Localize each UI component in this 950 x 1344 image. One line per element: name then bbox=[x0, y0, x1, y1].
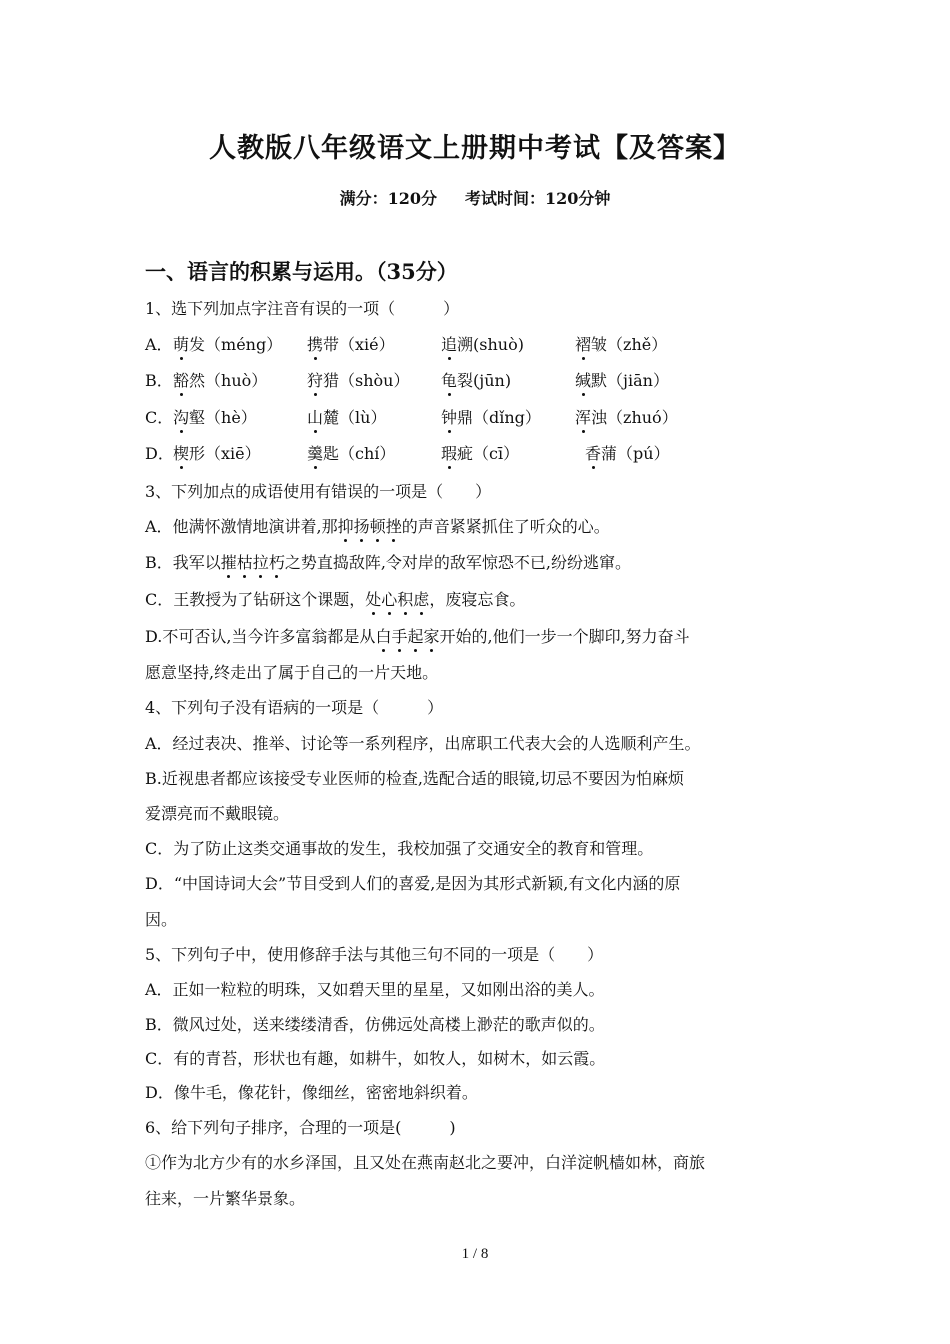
option-text: C．王教授为了钻研这个课题， bbox=[145, 590, 366, 609]
question-3-option-d bbox=[145, 624, 810, 647]
pinyin-option: 沟壑（hè） bbox=[173, 405, 257, 428]
dotted-character: 拉 bbox=[253, 550, 269, 573]
dotted-character: 狩 bbox=[307, 368, 323, 391]
dotted-character: 萌 bbox=[173, 332, 189, 355]
question-5-option-d: D．像牛毛，像花针，像细丝，密密地斜织着。 bbox=[145, 1083, 478, 1102]
pinyin-option: 羹匙（chí） bbox=[307, 441, 395, 464]
dotted-character: 抑 bbox=[338, 514, 354, 537]
question-4-option-b: B.近视患者都应该接受专业医师的检查,选配合适的眼镜,切忌不要因为怕麻烦 bbox=[145, 769, 685, 788]
option-text: 之势直捣敌阵,令对岸的敌军惊恐不已,纷纷逃窜。 bbox=[284, 553, 632, 572]
dotted-character: 携 bbox=[307, 332, 323, 355]
question-4-option-c: C．为了防止这类交通事故的发生，我校加强了交通安全的教育和管理。 bbox=[145, 839, 654, 858]
dotted-character: 起 bbox=[407, 624, 423, 647]
option-letter: D． bbox=[145, 444, 174, 463]
question-4-stem: 4、下列句子没有语病的一项是（ ） bbox=[145, 698, 444, 717]
pinyin-option: 携带（xié） bbox=[307, 332, 395, 355]
question-4-option-b-cont: 爱漂亮而不戴眼镜。 bbox=[145, 804, 290, 823]
pinyin-option: 楔形（xiē） bbox=[173, 441, 261, 464]
dotted-character: 顿 bbox=[370, 514, 386, 537]
option-text: 的声音紧紧抓住了听众的心。 bbox=[401, 517, 610, 536]
dotted-idiom bbox=[221, 553, 285, 572]
question-3-stem: 3、下列加点的成语使用有错误的一项是（ ） bbox=[145, 482, 492, 501]
question-4-option-d: D．“中国诗词大会”节目受到人们的喜爱,是因为其形式新颖,有文化内涵的原 bbox=[145, 874, 681, 893]
dotted-character: 缄 bbox=[575, 368, 591, 391]
pinyin-option: 缄默（jiān） bbox=[575, 368, 669, 391]
pinyin-option: 追溯(shuò) bbox=[441, 332, 524, 355]
option-text: B．我军以 bbox=[145, 553, 221, 572]
dotted-character: 手 bbox=[391, 624, 407, 647]
document-title: 人教版八年级语文上册期中考试【及答案】 bbox=[209, 133, 741, 164]
dotted-character: 豁 bbox=[173, 368, 189, 391]
option-text: A．他满怀激情地演讲着,那 bbox=[145, 517, 338, 536]
question-4-option-d-cont: 因。 bbox=[145, 910, 178, 929]
question-3-option-d-cont: 愿意坚持,终走出了属于自己的一片天地。 bbox=[145, 663, 439, 682]
dotted-character: 虑 bbox=[413, 587, 429, 610]
dotted-character: 家 bbox=[423, 624, 439, 647]
question-3-option-c bbox=[145, 587, 810, 610]
dotted-character: 山 bbox=[307, 405, 323, 428]
dotted-character: 枯 bbox=[237, 550, 253, 573]
dotted-character: 龟 bbox=[441, 368, 457, 391]
dotted-character: 沟 bbox=[173, 405, 189, 428]
pinyin-option: 褶皱（zhě） bbox=[575, 332, 667, 355]
dotted-character: 积 bbox=[397, 587, 413, 610]
dotted-idiom bbox=[365, 590, 429, 609]
dotted-character: 浑 bbox=[575, 405, 591, 428]
question-5-option-b: B．微风过处，送来缕缕清香，仿佛远处高楼上渺茫的歌声似的。 bbox=[145, 1015, 605, 1034]
dotted-character: 扬 bbox=[354, 514, 370, 537]
page-number: 1 / 8 bbox=[461, 1246, 489, 1262]
pinyin-option: 山麓（lù） bbox=[307, 405, 386, 428]
option-letter: A． bbox=[145, 335, 173, 354]
pinyin-option: 浑浊（zhuó） bbox=[575, 405, 678, 428]
dotted-character: 追 bbox=[441, 332, 457, 355]
full-score: 满分：120分 bbox=[339, 189, 437, 208]
question-6-sentence-1-cont: 往来，一片繁华景象。 bbox=[145, 1189, 306, 1208]
section-heading: 一、语言的积累与运用。（35分） bbox=[145, 259, 458, 284]
question-1-stem: 1、选下列加点字注音有误的一项（ ） bbox=[145, 299, 460, 318]
exam-info bbox=[0, 186, 950, 209]
dotted-character: 羹 bbox=[307, 441, 323, 464]
dotted-character: 白 bbox=[375, 624, 391, 647]
question-4-option-a: A．经过表决、推举、讨论等一系列程序，出席职工代表大会的人选顺利产生。 bbox=[145, 734, 701, 753]
dotted-character: 瑕 bbox=[441, 441, 457, 464]
question-3-option-b bbox=[145, 550, 810, 573]
dotted-character: 钟 bbox=[441, 405, 457, 428]
dotted-character: 朽 bbox=[269, 550, 285, 573]
dotted-character: 楔 bbox=[173, 441, 189, 464]
option-text: 开始的,他们一步一个脚印,努力奋斗 bbox=[439, 627, 690, 646]
question-5-option-c: C．有的青苔，形状也有趣，如耕牛，如牧人，如树木，如云霞。 bbox=[145, 1049, 606, 1068]
dotted-character: 摧 bbox=[221, 550, 237, 573]
pinyin-option: 香蒲（pú） bbox=[585, 441, 670, 464]
question-5-stem: 5、下列句子中，使用修辞手法与其他三句不同的一项是（ ） bbox=[145, 945, 604, 964]
dotted-character: 心 bbox=[381, 587, 397, 610]
dotted-character: 褶 bbox=[575, 332, 591, 355]
option-text: D.不可否认,当今许多富翁都是从 bbox=[145, 627, 376, 646]
dotted-idiom bbox=[338, 517, 402, 536]
dotted-idiom bbox=[375, 627, 439, 646]
dotted-character: 香 bbox=[585, 441, 601, 464]
question-3-option-a bbox=[145, 514, 810, 537]
dotted-character: 处 bbox=[365, 587, 381, 610]
exam-time: 考试时间：120分钟 bbox=[465, 189, 611, 208]
dotted-character: 挫 bbox=[386, 514, 402, 537]
pinyin-option: 豁然（huò） bbox=[173, 368, 267, 391]
pinyin-option: 钟鼎（dǐng） bbox=[441, 405, 541, 428]
pinyin-option: 龟裂(jūn) bbox=[441, 368, 511, 391]
option-letter: C． bbox=[145, 408, 174, 427]
pinyin-option: 瑕疵（cī） bbox=[441, 441, 519, 464]
pinyin-option: 萌发（méng） bbox=[173, 332, 282, 355]
pinyin-option: 狩猎（shòu） bbox=[307, 368, 409, 391]
question-5-option-a: A．正如一粒粒的明珠，又如碧天里的星星，又如刚出浴的美人。 bbox=[145, 980, 605, 999]
question-6-stem: 6、给下列句子排序，合理的一项是( ) bbox=[145, 1118, 456, 1137]
question-6-sentence-1: ①作为北方少有的水乡泽国，且又处在燕南赵北之要冲，白洋淀帆樯如林，商旅 bbox=[145, 1153, 706, 1172]
option-text: ，废寝忘食。 bbox=[429, 590, 526, 609]
option-letter: B． bbox=[145, 371, 173, 390]
